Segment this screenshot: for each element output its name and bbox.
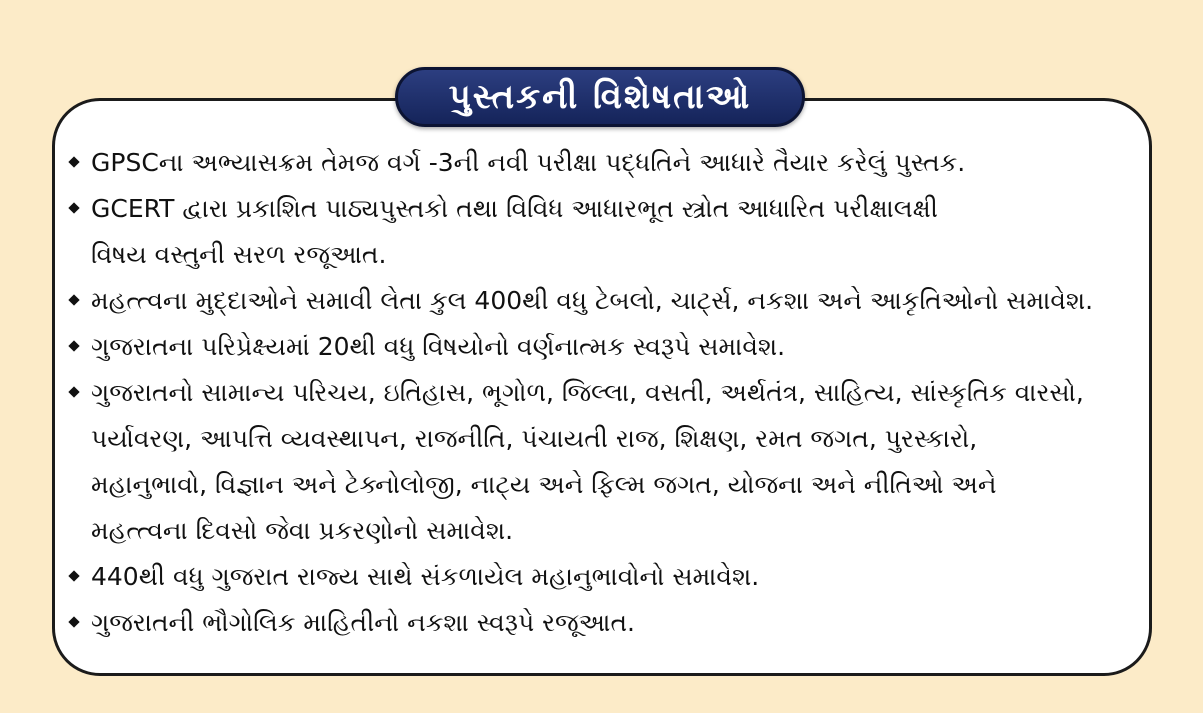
feature-text: મહત્ત્વના મુદ્દાઓને સમાવી લેતા કુલ 400થી વધુ ટેબલો, ચાર્ટ્સ, નકશા અને આકૃતિઓનો સમાવેશ. (91, 286, 1094, 315)
diamond-bullet-icon (68, 202, 79, 213)
feature-text: ગુજરાતની ભૌગોલિક માહિતીનો નકશા સ્વરૂપે રજૂઆત. (91, 608, 636, 637)
feature-item (66, 554, 1146, 600)
feature-item (66, 370, 1146, 554)
feature-list (66, 140, 1146, 646)
feature-text: GCERT દ્વારા પ્રકાશિત પાઠ્યપુસ્તકો તથા વિવિધ આધારભૂત સ્ત્રોત આધારિત પરીક્ષાલક્ષી (91, 194, 938, 223)
feature-item (66, 324, 1146, 370)
feature-text: ગુજરાતનો સામાન્ય પરિચય, ઇતિહાસ, ભૂગોળ, જિલ્લા, વસતી, અર્થતંત્ર, સાહિત્ય, સાંસ્કૃતિક વારસો, (91, 378, 1084, 407)
feature-text: વિષય વસ્તુની સરળ રજૂઆત. (91, 240, 387, 269)
feature-text: 440થી વધુ ગુજરાત રાજ્ય સાથે સંકળાયેલ મહાનુભાવોનો સમાવેશ. (91, 562, 760, 591)
feature-text: મહાનુભાવો, વિજ્ઞાન અને ટેક્નોલોજી, નાટ્ય અને ફિલ્મ જગત, યોજના અને નીતિઓ અને (91, 470, 997, 499)
section-title: પુસ્તકની વિશેષતાઓ (395, 67, 805, 127)
feature-item (66, 600, 1146, 646)
feature-text: પર્યાવરણ, આપત્તિ વ્યવસ્થાપન, રાજનીતિ, પંચાયતી રાજ, શિક્ષણ, રમત જગત, પુરસ્કારો, (91, 424, 978, 453)
feature-item (66, 186, 1146, 278)
feature-item (66, 278, 1146, 324)
diamond-bullet-icon (68, 570, 79, 581)
diamond-bullet-icon (68, 616, 79, 627)
feature-item (66, 140, 1146, 186)
diamond-bullet-icon (68, 386, 79, 397)
diamond-bullet-icon (68, 156, 79, 167)
diamond-bullet-icon (68, 294, 79, 305)
feature-text: મહત્ત્વના દિવસો જેવા પ્રકરણોનો સમાવેશ. (91, 516, 514, 545)
diamond-bullet-icon (68, 340, 79, 351)
feature-text: GPSCના અભ્યાસક્રમ તેમજ વર્ગ -3ની નવી પરીક્ષા પદ્ધતિને આધારે તૈયાર કરેલું પુસ્તક. (91, 148, 966, 177)
feature-text: ગુજરાતના પરિપ્રેક્ષ્યમાં 20થી વધુ વિષયોનો વર્ણનાત્મક સ્વરૂપે સમાવેશ. (91, 332, 786, 361)
